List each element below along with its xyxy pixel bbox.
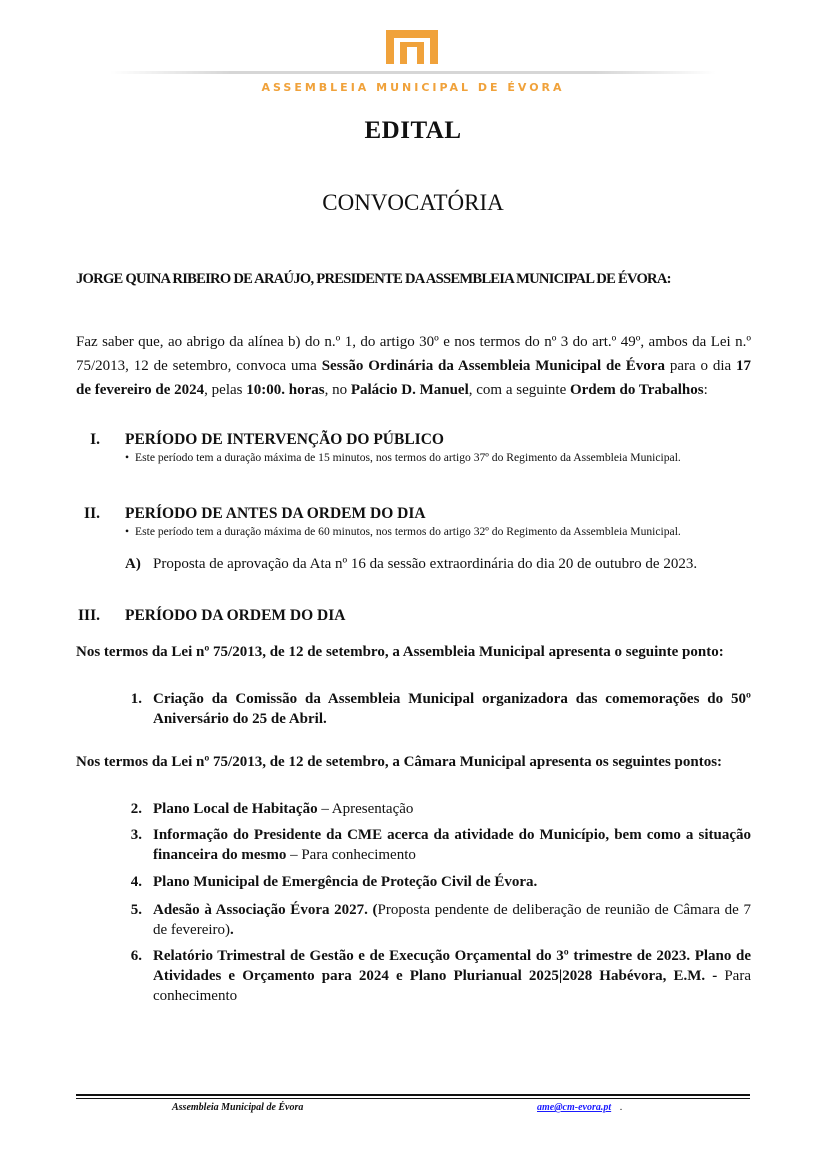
- document-page: ASSEMBLEIA MUNICIPAL DE ÉVORA EDITAL CONVOCATÓRIA JORGE QUINA RIBEIRO DE ARAÚJO, PRESIDENTE DA ASSEMBLEIA MUNICIPAL DE ÉVORA: Faz saber que, ao abrigo da alínea b) do n.º 1, do artigo 30º e nos termos do nº 3 do art.º 49º, ambos da Lei n.º 75/2013, 12 de setembro, convoca uma Sessão Ordinária da Assembleia Municipal de Évora para o dia 17 de fevereiro de 2024, pelas 10:00. horas, no Palácio D. Manuel, com a seguinte Ordem do Trabalhos: I. PERÍODO DE INTERVENÇÃO DO PÚBLICO • Este período tem a duração máxima de 15 minutos, nos termos do artigo 37º do Regimento da Assembleia Municipal. II. PERÍODO DE ANTES DA ORDEM DO DIA • Este período tem a duração máxima de 60 minutos, nos termos do artigo 32º do Regimento da Assembleia Municipal. A) Proposta de aprovação da Ata nº 16 da sessão extraordinária do dia 20 de outubro de 2023. III. PERÍODO DA ORDEM DO DIA Nos termos da Lei nº 75/2013, de 12 de setembro, a Assembleia Municipal apresenta o seguinte ponto: 1. Criação da Comissão da Assembleia Municipal organizadora das comemorações do 50º Aniversário do 25 de Abril. Nos termos da Lei nº 75/2013, de 12 de setembro, a Câmara Municipal apresenta os seguintes pontos: 2. Plano Local de Habitação – Apresentação 3. Informação do Presidente da CME acerca da atividade do Município, bem como a situação financeira do mesmo – Para conhecimento 4. Plano Municipal de Emergência de Proteção Civil de Évora. 5. Adesão à Associação Évora 2027. (Proposta pendente de deliberação de reunião de Câmara de 7 de fevereiro). 6. Relatório Trimestral de Gestão e de Execução Orçamental do 3º trimestre de 2023. Plano de Atividades e Orçamento para 2024 e Plano Plurianual 2025|2028 Habévora, E.M. - Para conhecimento Assembleia Municipal de Évora ame@cm-evora.pt .: [0, 0, 826, 1169]
- point-title: Criação da Comissão da Assembleia Municipal organizadora das comemorações do 50º Aniversário do 25 de Abril.: [153, 691, 751, 727]
- point-number: 3.: [130, 827, 142, 843]
- president-line: JORGE QUINA RIBEIRO DE ARAÚJO, PRESIDENTE DA ASSEMBLEIA MUNICIPAL DE ÉVORA:: [76, 271, 671, 287]
- footer-divider-thin: [76, 1098, 750, 1099]
- point-title: Adesão à Associação Évora 2027. (: [153, 902, 378, 918]
- section-title: PERÍODO DA ORDEM DO DIA: [125, 607, 346, 624]
- point-note: Proposta pendente de deliberação de reunião de Câmara de 7 de fevereiro): [153, 902, 751, 938]
- section-number: III.: [78, 607, 100, 624]
- point-title: Relatório Trimestral de Gestão e de Execução Orçamental do 3º trimestre de 2023. Plano de Atividades e Orçamento para 2024 e Plano Plurianual 2025|2028 Habévora, E.M. -: [153, 948, 751, 984]
- point-title: Informação do Presidente da CME acerca da atividade do Município, bem como a situação financeira do mesmo: [153, 827, 751, 863]
- point-note: Para conhecimento: [153, 968, 751, 1004]
- intro-paragraph: Faz saber que, ao abrigo da alínea b) do n.º 1, do artigo 30º e nos termos do nº 3 do art.º 49º, ambos da Lei n.º 75/2013, 12 de setembro, convoca uma Sessão Ordinária da Assembleia Municipal de Évora para o dia 17 de fevereiro de 2024, pelas 10:00. horas, no Palácio D. Manuel, com a seguinte Ordem do Trabalhos:: [76, 334, 751, 398]
- point-number: 6.: [130, 948, 142, 964]
- point-number: 1.: [130, 691, 142, 707]
- point-number: 4.: [130, 874, 142, 890]
- assembly-intro-paragraph: Nos termos da Lei nº 75/2013, de 12 de setembro, a Assembleia Municipal apresenta o seguinte ponto:: [76, 644, 724, 660]
- footer-divider: [76, 1094, 750, 1096]
- point-title: Plano Municipal de Emergência de Proteção Civil de Évora.: [153, 874, 538, 890]
- point-number: 5.: [130, 902, 142, 918]
- section-note: • Este período tem a duração máxima de 15 minutos, nos termos do artigo 37º do Regimento da Assembleia Municipal.: [125, 451, 681, 464]
- bullet-icon: •: [125, 525, 130, 538]
- footer-organization: Assembleia Municipal de Évora: [172, 1102, 304, 1113]
- item-label: A): [125, 556, 141, 572]
- point-number: 2.: [130, 801, 142, 817]
- item-text: Proposta de aprovação da Ata nº 16 da sessão extraordinária do dia 20 de outubro de 2023.: [153, 556, 698, 572]
- section-title: PERÍODO DE INTERVENÇÃO DO PÚBLICO: [125, 431, 444, 448]
- document-title: EDITAL: [364, 117, 462, 144]
- point-title: Plano Local de Habitação: [153, 801, 318, 817]
- assembly-logo-icon: [386, 30, 438, 64]
- section-note: • Este período tem a duração máxima de 60 minutos, nos termos do artigo 32º do Regimento da Assembleia Municipal.: [125, 525, 681, 538]
- section-number: II.: [84, 505, 100, 522]
- section-title: PERÍODO DE ANTES DA ORDEM DO DIA: [125, 505, 426, 522]
- footer-email-link[interactable]: ame@cm-evora.pt: [537, 1102, 612, 1113]
- chamber-intro-paragraph: Nos termos da Lei nº 75/2013, de 12 de setembro, a Câmara Municipal apresenta os seguintes pontos:: [76, 754, 723, 770]
- section-number: I.: [90, 431, 100, 448]
- organization-name: ASSEMBLEIA MUNICIPAL DE ÉVORA: [261, 81, 565, 94]
- point-note: – Para conhecimento: [286, 847, 416, 863]
- document-subtitle: CONVOCATÓRIA: [322, 190, 504, 215]
- bullet-icon: •: [125, 451, 130, 464]
- footer-email-suffix: .: [620, 1102, 623, 1113]
- point-note: – Apresentação: [317, 801, 414, 817]
- header-divider: [110, 71, 716, 74]
